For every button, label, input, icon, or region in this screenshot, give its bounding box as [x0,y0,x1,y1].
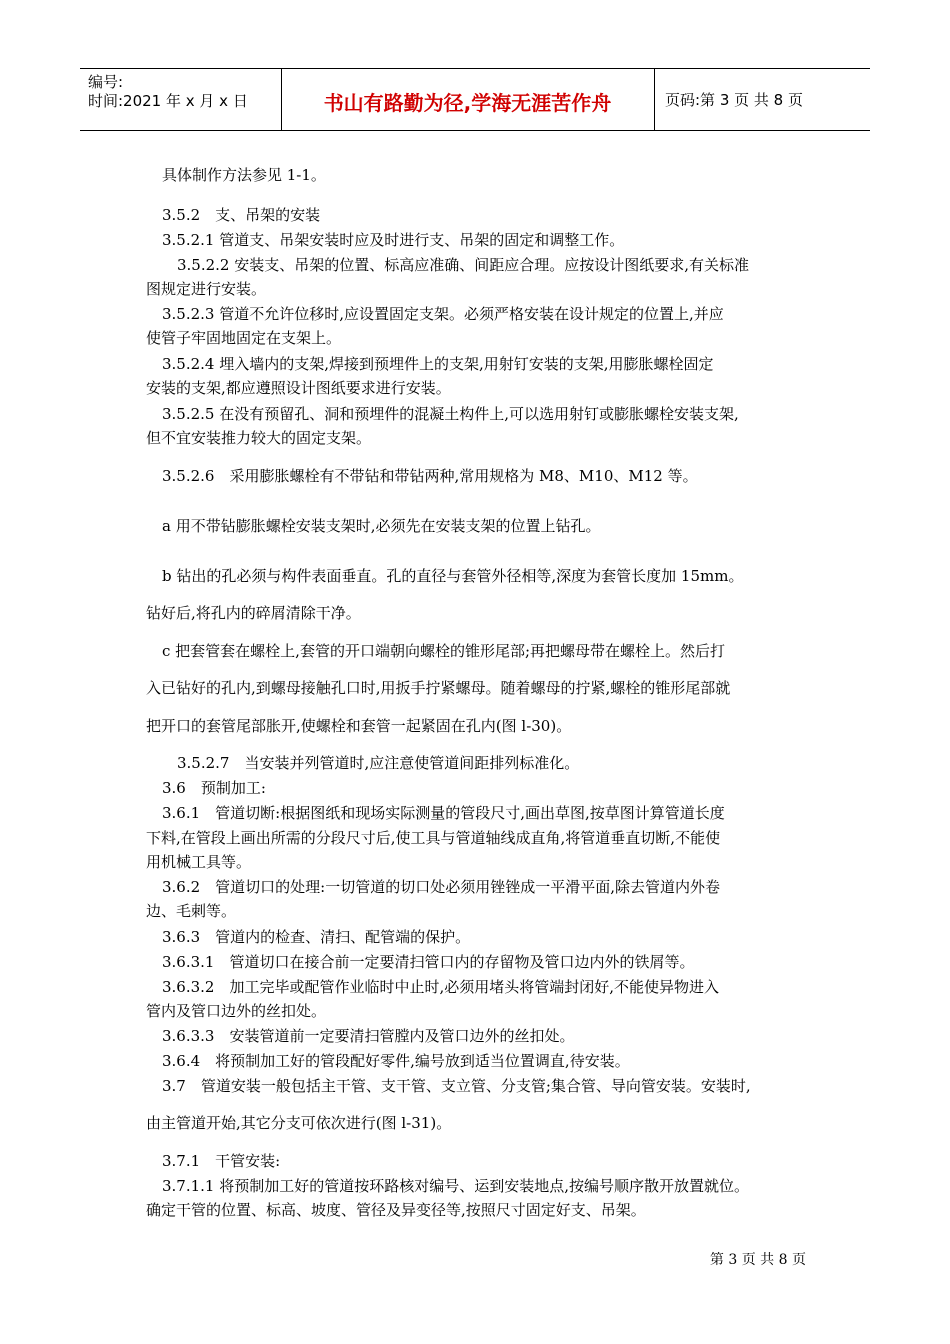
body-line: 3.6.3 管道内的检查、清扫、配管端的保护。 [162,928,471,946]
body-line: 3.6.1 管道切断:根据图纸和现场实际测量的管段尺寸,画出草图,按草图计算管道长度 [162,804,725,822]
document-number: 编号: [88,73,124,91]
body-line: 钻好后,将孔内的碎屑清除干净。 [146,604,361,622]
body-line: 3.6.3.1 管道切口在接合前一定要清扫管口内的存留物及管口边内外的铁屑等。 [162,953,695,971]
body-line: 边、毛刺等。 [146,902,237,920]
section-heading: 3.7.1 干管安装: [162,1152,281,1170]
page-header [80,68,870,131]
body-line: 3.5.2.1 管道支、吊架安装时应及时进行支、吊架的固定和调整工作。 [162,231,625,249]
body-line: b 钻出的孔必须与构件表面垂直。孔的直径与套管外径相等,深度为套管长度加 15mm。 [162,567,744,585]
body-line: a 用不带钻膨胀螺栓安装支架时,必须先在安装支架的位置上钻孔。 [162,517,601,535]
body-line: 确定干管的位置、标高、坡度、管径及异变径等,按照尺寸固定好支、吊架。 [146,1201,646,1219]
body-line: 3.5.2.6 采用膨胀螺栓有不带钻和带钻两种,常用规格为 M8、M10、M12 等。 [162,467,698,485]
body-line: 3.7 管道安装一般包括主干管、支干管、支立管、分支管;集合管、导向管安装。安装时, [162,1077,751,1095]
body-line: 3.5.2.3 管道不允许位移时,应设置固定支架。必须严格安装在设计规定的位置上,并应 [162,305,724,323]
body-line: 由主管道开始,其它分支可依次进行(图 l-31)。 [146,1114,452,1132]
motto: 书山有路勤为径,学海无涯苦作舟 [323,91,612,115]
body-line: 安装的支架,都应遵照设计图纸要求进行安装。 [146,379,451,397]
body-line: 3.5.2.2 安装支、吊架的位置、标高应准确、间距应合理。应按设计图纸要求,有关标准 [177,256,750,274]
body-line: 把开口的套管尾部胀开,使螺栓和套管一起紧固在孔内(图 l-30)。 [146,717,572,735]
body-line: c 把套管套在螺栓上,套管的开口端朝向螺栓的锥形尾部;再把螺母带在螺栓上。然后打 [162,642,725,660]
body-line: 3.5.2.5 在没有预留孔、洞和预埋件的混凝土构件上,可以选用射钉或膨胀螺栓安装支架, [162,405,739,423]
body-line: 图规定进行安装。 [146,280,267,298]
header-page-cell [655,69,870,130]
body-line: 具体制作方法参见 1-1。 [162,166,326,184]
section-heading: 3.6 预制加工: [162,779,266,797]
body-line: 但不宜安装推力较大的固定支架。 [146,429,372,447]
body-line: 3.5.2.4 埋入墙内的支架,焊接到预埋件上的支架,用射钉安装的支架,用膨胀螺栓固定 [162,355,714,373]
body-line: 用机械工具等。 [146,853,252,871]
document-date: 时间:2021 年 x 月 x 日 [88,92,248,110]
body-line: 3.7.1.1 将预制加工好的管道按环路核对编号、运到安装地点,按编号顺序散开放置就位。 [162,1177,750,1195]
body-line: 管内及管口边外的丝扣处。 [146,1002,327,1020]
page-footer: 第 3 页 共 8 页 [709,1252,806,1268]
body-line: 3.6.3.2 加工完毕或配管作业临时中止时,必须用堵头将管端封闭好,不能使异物进入 [162,978,720,996]
body-line: 3.6.3.3 安装管道前一定要清扫管膛内及管口边外的丝扣处。 [162,1027,575,1045]
body-line: 3.6.2 管道切口的处理:一切管道的切口处必须用锉锉成一平滑平面,除去管道内外卷 [162,878,720,896]
header-motto-cell [281,69,655,130]
body-line: 3.6.4 将预制加工好的管段配好零件,编号放到适当位置调直,待安装。 [162,1052,630,1070]
body-line: 下料,在管段上画出所需的分段尺寸后,使工具与管道轴线成直角,将管道垂直切断,不能使 [146,829,721,847]
body-line: 入已钻好的孔内,到螺母接触孔口时,用扳手拧紧螺母。随着螺母的拧紧,螺栓的锥形尾部就 [146,679,731,697]
header-info-cell [80,69,282,130]
section-heading: 3.5.2 支、吊架的安装 [162,206,321,224]
page-indicator: 页码:第 3 页 共 8 页 [665,91,803,109]
body-line: 3.5.2.7 当安装并列管道时,应注意使管道间距排列标准化。 [177,754,580,772]
body-line: 使管子牢固地固定在支架上。 [146,329,342,347]
